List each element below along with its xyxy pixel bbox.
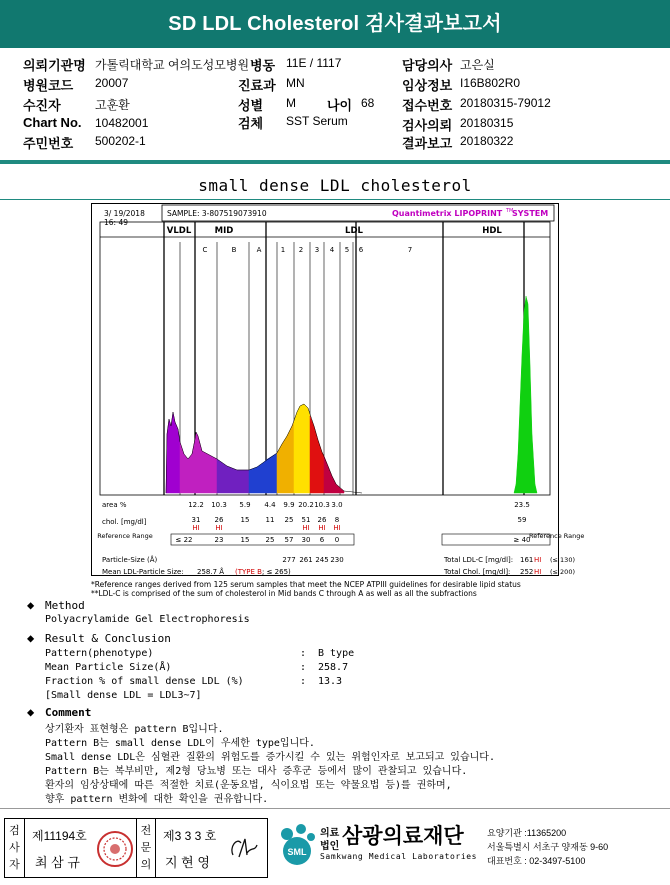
mid-a-area xyxy=(249,453,277,493)
total-chol-flag: HI xyxy=(534,568,542,576)
particle-value: 277 xyxy=(282,556,296,564)
rrn-label: 주민번호 xyxy=(23,136,74,151)
chol-flag: HI xyxy=(192,524,200,532)
role-char: 검 xyxy=(9,824,20,837)
doctor-value: 고은실 xyxy=(460,58,495,72)
header-divider xyxy=(0,160,670,164)
receipt-value: 20180315-79012 xyxy=(460,96,551,110)
age-value: 68 xyxy=(361,96,375,110)
ldl1-area xyxy=(277,422,294,493)
role-char: 의 xyxy=(140,858,152,871)
comment-line: 환자의 임상상태에 따른 적절한 치료(운동요법, 식이요법 또는 약물요법 등)를 권하며, xyxy=(45,780,452,791)
org-type-top: 의료 xyxy=(320,828,340,839)
area-value: 10.3 xyxy=(211,501,227,509)
ref-value: 57 xyxy=(284,536,294,544)
total-ldl-flag: HI xyxy=(534,556,542,564)
subtitle-divider xyxy=(0,199,670,200)
result-note: [Small dense LDL = LDL3~7] xyxy=(45,690,202,701)
ref-label-left: Reference Range xyxy=(97,532,153,540)
org-phone: 대표번호 : 02-3497-5100 xyxy=(487,856,586,866)
result-row-value: B type xyxy=(318,648,355,659)
particle-value: 245 xyxy=(315,556,329,564)
result-row-value: 13.3 xyxy=(318,676,343,687)
area-label: area % xyxy=(102,501,127,509)
care-institution-no: 요양기관 :11365200 xyxy=(487,828,567,838)
comment-line: Small dense LDL은 심혈관 질환의 위험도를 증가시킬 수 있는 위험인자로 보고되고 있습니다. xyxy=(45,752,495,763)
examiner-seal xyxy=(95,829,135,869)
brand-system: SYSTEM xyxy=(512,209,549,218)
band-label: VLDL xyxy=(166,226,192,236)
ref-box-left xyxy=(171,534,354,545)
role-char: 자 xyxy=(9,858,20,871)
diamond-icon: ◆ xyxy=(27,598,35,612)
org-name: 삼광의료재단 xyxy=(342,825,464,848)
chol-flag: HI xyxy=(302,524,310,532)
ldl3-area xyxy=(310,416,324,493)
ref-value: 0 xyxy=(334,536,340,544)
logo-text: SML xyxy=(287,847,307,857)
ldl2-area xyxy=(294,404,310,493)
particle-value: 230 xyxy=(330,556,344,564)
ref-label-right-text: Reference Range xyxy=(529,532,585,540)
report-date-value: 20180322 xyxy=(460,134,514,148)
chol-value: 15 xyxy=(240,516,250,524)
doctor-label: 담당의사 xyxy=(402,58,453,73)
footnote-ldl: **LDL-C is comprised of the sum of cholesterol in Mid bands C through A as well as all the subfractions xyxy=(91,589,477,598)
sex-label: 성별 xyxy=(238,98,264,113)
report-date-label: 결과보고 xyxy=(402,136,453,151)
hospital-code-value: 20007 xyxy=(95,76,129,90)
ref-value: 15 xyxy=(240,536,250,544)
subband-label: 6 xyxy=(358,246,364,254)
chol-flag: HI xyxy=(333,524,341,532)
ldl4-area xyxy=(324,456,344,493)
result-row-colon: : xyxy=(300,676,307,687)
examiner-license-no: 제11194호 xyxy=(32,829,87,843)
sex-value: M xyxy=(286,96,296,110)
comment-line: Pattern B는 복부비만, 제2형 당뇨병 또는 대사 증후군 등에서 많이 관찰되고 있습니다. xyxy=(45,766,468,777)
receipt-label: 접수번호 xyxy=(402,98,453,113)
ref-value: 30 xyxy=(301,536,311,544)
chol-value: 8 xyxy=(334,516,340,524)
report-subtitle: small dense LDL cholesterol xyxy=(198,176,472,195)
chol-label: chol. [mg/dl] xyxy=(102,518,147,526)
result-row-label: Pattern(phenotype) xyxy=(45,648,154,659)
diamond-icon: ◆ xyxy=(27,631,35,645)
comment-line: 상기환자 표현형은 pattern B입니다. xyxy=(45,724,224,735)
ref-value: 6 xyxy=(319,536,325,544)
diamond-icon: ◆ xyxy=(27,705,35,719)
total-chol-label: Total Chol. [mg/dl]: xyxy=(444,568,511,576)
subband-label: 3 xyxy=(314,246,320,254)
patient-label: 수진자 xyxy=(23,98,61,113)
chol-value: 26 xyxy=(214,516,224,524)
chol-value: 25 xyxy=(284,516,294,524)
area-value: 5.9 xyxy=(239,501,251,509)
mid-c-area xyxy=(180,432,217,493)
chart-no-label: Chart No. xyxy=(23,115,82,130)
patient-value: 고훈환 xyxy=(95,98,130,112)
rrn-value: 500202-1 xyxy=(95,134,146,148)
method-title: Method xyxy=(45,599,85,612)
subband-label: C xyxy=(202,246,208,254)
examiner-role xyxy=(5,819,25,877)
chart-date: 3/ 19/2018 xyxy=(104,209,145,218)
result-row-colon: : xyxy=(300,648,307,659)
result-row-label: Fraction % of small dense LDL (%) xyxy=(45,676,244,687)
area-value: 20.2 xyxy=(298,501,314,509)
age-label: 나이 xyxy=(327,98,353,113)
lipoprint-chart xyxy=(91,203,585,576)
chol-value: 51 xyxy=(301,516,311,524)
ref-value: 23 xyxy=(214,536,224,544)
examiner-box xyxy=(4,818,268,878)
particle-label: Particle-Size (Å) xyxy=(102,556,158,564)
mid-b-area xyxy=(217,459,249,493)
subband-label: 2 xyxy=(298,246,304,254)
comment-title: Comment xyxy=(45,706,92,719)
band-label: MID xyxy=(214,226,234,236)
chol-flag: HI xyxy=(318,524,326,532)
request-value: 20180315 xyxy=(460,116,514,130)
subband-label: B xyxy=(231,246,237,254)
institution-value: 가톨릭대학교 여의도성모병원 xyxy=(95,58,250,72)
sample-id: SAMPLE: 3-807519073910 xyxy=(167,209,267,218)
ref-value: ≥ 40 xyxy=(513,536,531,544)
specialist-role xyxy=(136,819,156,877)
chol-value: 31 xyxy=(191,516,201,524)
chart-no-value: 10482001 xyxy=(95,116,149,130)
result-row-value: 258.7 xyxy=(318,662,349,673)
org-address: 서울특별시 서초구 양재동 9-60 xyxy=(487,842,609,852)
specialist-signature xyxy=(227,833,261,865)
area-value: 23.5 xyxy=(514,501,530,509)
specialist-name: 지 현 영 xyxy=(165,855,210,870)
dept-value: MN xyxy=(286,76,305,90)
subband-label: 7 xyxy=(407,246,413,254)
role-char: 사 xyxy=(9,841,20,854)
report-title-bar: SD LDL Cholesterol 검사결과보고서 xyxy=(0,0,670,48)
mean-size-label: Mean LDL-Particle Size: xyxy=(102,568,184,576)
request-label: 검사의뢰 xyxy=(402,118,453,133)
result-row-label: Mean Particle Size(Å) xyxy=(45,662,172,673)
method-text: Polyacrylamide Gel Electrophoresis xyxy=(45,614,250,625)
area-value: 9.9 xyxy=(283,501,295,509)
area-value: 4.4 xyxy=(264,501,276,509)
footnote-reference: *Reference ranges derived from 125 serum samples that meet the NCEP ATPIII guidelines for desirable lipid status xyxy=(91,580,521,589)
ref-value: 25 xyxy=(265,536,275,544)
area-value: 10.3 xyxy=(314,501,330,509)
band-label: HDL xyxy=(482,226,502,236)
specimen-value: SST Serum xyxy=(286,114,348,128)
chart-time: 16: 49 xyxy=(104,218,128,227)
total-ldl-value: 161 xyxy=(520,556,534,564)
electrophoresis-plot xyxy=(92,204,585,577)
total-chol-value: 252 xyxy=(520,568,534,576)
chol-value: 11 xyxy=(265,516,275,524)
clinical-value: I16B802R0 xyxy=(460,76,521,90)
org-type-bottom: 법인 xyxy=(320,841,340,852)
role-char: 전 xyxy=(140,824,152,837)
ref-value: ≤ 22 xyxy=(175,536,193,544)
chol-value: 59 xyxy=(517,516,527,524)
specialist-license-no: 제3 3 3 호 xyxy=(163,829,217,843)
ward-label: 병동 xyxy=(250,58,276,73)
subband-label: 4 xyxy=(329,246,335,254)
clinical-label: 임상정보 xyxy=(402,78,453,93)
subband-label: 1 xyxy=(280,246,286,254)
total-ldl-label: Total LDL-C [mg/dl]: xyxy=(444,556,514,564)
brand-name: Quantimetrix LIPOPRINT xyxy=(392,209,503,218)
result-row-colon: : xyxy=(300,662,307,673)
chol-flag: HI xyxy=(215,524,223,532)
role-char: 문 xyxy=(140,841,152,854)
comment-line: Pattern B는 small dense LDL이 우세한 type입니다. xyxy=(45,738,315,749)
result-title: Result & Conclusion xyxy=(45,632,171,645)
footer xyxy=(4,818,666,880)
comment-line: 향후 pattern 변화에 대한 확인을 권유합니다. xyxy=(45,794,269,805)
footer-divider xyxy=(0,808,670,809)
subband-label: 5 xyxy=(344,246,350,254)
subband-label: A xyxy=(256,246,262,254)
mean-size-type: (TYPE B xyxy=(235,568,262,576)
area-value: 12.2 xyxy=(188,501,204,509)
org-name-en: Samkwang Medical Laboratories xyxy=(320,852,478,861)
band-label: LDL xyxy=(345,226,363,236)
dept-label: 진료과 xyxy=(238,78,276,93)
area-value: 3.0 xyxy=(331,501,343,509)
chol-value: 26 xyxy=(317,516,327,524)
hospital-code-label: 병원코드 xyxy=(23,78,74,93)
ward-value: 11E / 1117 xyxy=(286,56,342,70)
total-chol-ref: (≤ 200) xyxy=(550,568,575,576)
institution-label: 의뢰기관명 xyxy=(23,58,86,73)
examiner-name: 최 삼 규 xyxy=(35,855,80,870)
specimen-label: 검체 xyxy=(238,116,264,131)
particle-value: 261 xyxy=(299,556,313,564)
sml-logo-icon xyxy=(274,822,320,868)
mean-size-value: 258.7 Å xyxy=(197,568,225,576)
total-ldl-ref: (≤ 130) xyxy=(550,556,575,564)
mean-size-ref: ; ≤ 265) xyxy=(262,568,291,576)
hdl-area xyxy=(514,296,537,493)
brand-tm: TM xyxy=(506,208,514,214)
